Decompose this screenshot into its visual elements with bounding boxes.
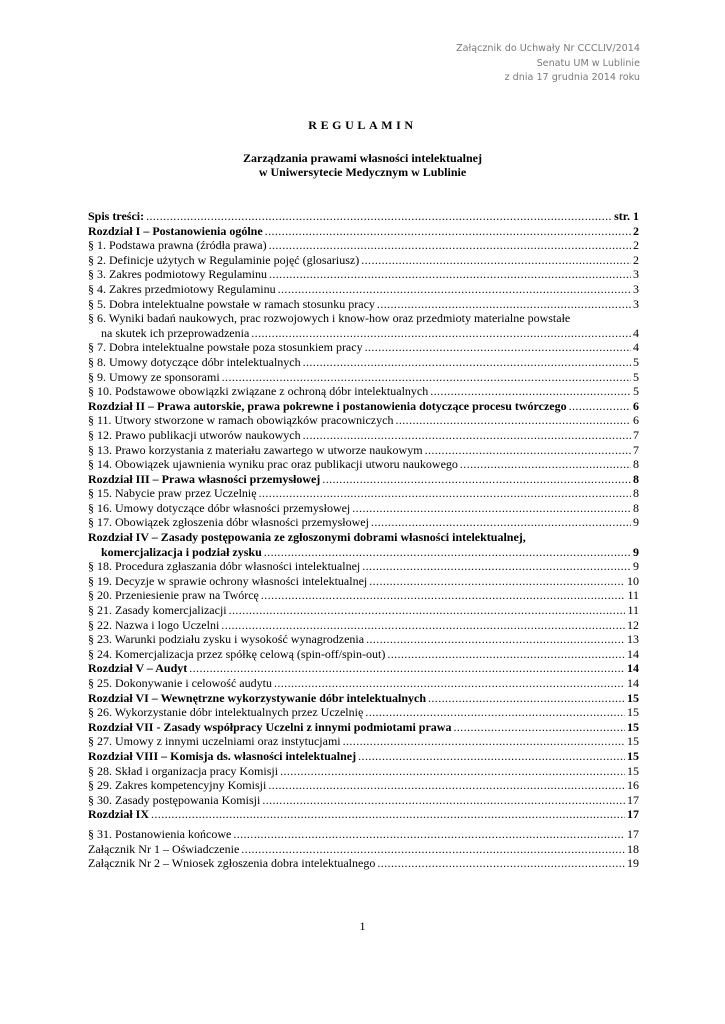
toc-entry-label: Rozdział V – Audyt <box>88 661 188 676</box>
toc-entry[interactable] <box>88 734 639 749</box>
toc-dot-leader <box>377 297 631 312</box>
toc-dot-leader <box>264 545 631 560</box>
toc-entry-continuation: na skutek ich przeprowadzenia <box>101 325 250 340</box>
toc-dot-leader <box>366 632 625 647</box>
toc-page-number: 7 <box>633 442 639 457</box>
toc-entry[interactable] <box>88 647 639 662</box>
toc-entry-label: Załącznik Nr 1 – Oświadczenie <box>88 841 240 856</box>
toc-entry[interactable] <box>88 355 639 370</box>
toc-entry-label: Rozdział III – Prawa własności przemysłowej <box>88 471 321 486</box>
toc-entry-label: § 14. Obowiązek ujawnienia wyniku prac oraz publikacji utworu naukowego <box>88 457 458 472</box>
toc-dot-leader <box>352 501 631 516</box>
toc-entry-label: § 3. Zakres podmiotowy Regulaminu <box>88 267 267 282</box>
toc-entry[interactable] <box>88 705 639 720</box>
toc-entry-label: § 5. Dobra intelektualne powstałe w ramach stosunku pracy <box>88 296 375 311</box>
toc-page-number: 17 <box>627 826 639 841</box>
toc-dot-leader <box>343 734 625 749</box>
toc-entry[interactable] <box>88 340 639 355</box>
toc-page-number: 11 <box>627 603 639 618</box>
toc-dot-leader <box>241 842 625 857</box>
toc-entry-label: § 22. Nazwa i logo Uczelni <box>88 617 220 632</box>
toc-page-number: 3 <box>633 281 639 296</box>
toc-entry-label: Rozdział IX <box>88 807 149 822</box>
toc-entry-label: § 26. Wykorzystanie dóbr intelektualnych przez Uczelnię <box>88 705 364 720</box>
toc-entry-label: § 9. Umowy ze sponsorami <box>88 369 220 384</box>
toc-entry[interactable] <box>88 574 639 589</box>
toc-entry[interactable] <box>88 545 639 560</box>
toc-entry-label: Rozdział IV – Zasady postępowania ze zgłoszonymi dobrami własności intelektualnej, <box>88 530 526 545</box>
toc-dot-leader <box>146 209 612 224</box>
toc-dot-leader <box>221 618 625 633</box>
toc-page-number: 3 <box>633 267 639 282</box>
toc-page-number: 15 <box>627 763 639 778</box>
toc-page-number: 4 <box>633 325 639 340</box>
toc-dot-leader <box>428 691 625 706</box>
toc-entry-label: § 8. Umowy dotyczące dóbr intelektualnych <box>88 354 301 369</box>
toc-page-number: 2 <box>633 252 639 267</box>
toc-entry[interactable] <box>88 778 639 793</box>
toc-page-number: 9 <box>633 515 639 530</box>
toc-page-number: 14 <box>627 676 639 690</box>
toc-page-number: 15 <box>627 719 639 734</box>
toc-entry-label: § 21. Zasady komercjalizacji <box>88 603 227 618</box>
toc-entry-label: § 1. Podstawa prawna (źródła prawa) <box>88 238 267 253</box>
toc-entry[interactable] <box>88 676 639 691</box>
toc-dot-leader <box>229 603 626 618</box>
toc-page-number: 9 <box>633 544 639 559</box>
toc-entry[interactable] <box>88 486 639 501</box>
toc-dot-leader <box>222 370 631 385</box>
toc-entry[interactable] <box>88 588 639 603</box>
toc-entry[interactable] <box>88 618 639 633</box>
toc-page-number: 3 <box>633 296 639 311</box>
table-of-contents <box>88 209 639 871</box>
toc-entry[interactable] <box>88 856 639 871</box>
toc-entry-label: § 13. Prawo korzystania z materiału zawartego w utworze naukowym <box>88 442 423 457</box>
toc-entry[interactable] <box>88 632 639 647</box>
toc-page-number: 18 <box>627 841 639 856</box>
document-title: REGULAMIN <box>308 118 417 132</box>
toc-entry[interactable] <box>88 807 639 822</box>
subtitle-line-1: Zarządzania prawami własności intelektualnej <box>243 151 482 165</box>
toc-entry[interactable] <box>88 326 639 341</box>
toc-entry-label: § 27. Umowy z innymi uczelniami oraz instytucjami <box>88 734 341 749</box>
toc-page-number: 6 <box>633 413 639 428</box>
toc-page-number: 8 <box>633 486 639 501</box>
toc-dot-leader <box>268 778 625 793</box>
toc-page-number: 14 <box>627 661 639 676</box>
toc-dot-leader <box>262 793 625 808</box>
toc-dot-leader <box>189 661 625 676</box>
toc-entry-label: § 24. Komercjalizacja przez spółkę celową (spin-off/spin-out) <box>88 646 386 661</box>
toc-entry[interactable] <box>88 603 639 618</box>
toc-entry-label: Rozdział I – Postanowienia ogólne <box>88 223 263 238</box>
toc-dot-leader <box>151 807 625 822</box>
toc-page-number: 5 <box>633 384 639 399</box>
toc-dot-leader <box>269 267 631 282</box>
toc-entry-label: § 25. Dokonywanie i celowość audytu <box>88 676 272 690</box>
subtitle-line-2: w Uniwersytecie Medycznym w Lublinie <box>258 165 467 179</box>
toc-page-number: 14 <box>627 646 639 661</box>
toc-entry[interactable] <box>88 413 639 428</box>
toc-page-number: 2 <box>633 238 639 253</box>
toc-entry-label: § 16. Umowy dotyczące dóbr własności przemysłowej <box>88 500 351 515</box>
toc-page-number: 15 <box>627 705 639 720</box>
toc-page-number: 16 <box>627 778 639 793</box>
toc-entry-label: § 20. Przeniesienie praw na Twórcę <box>88 588 259 603</box>
toc-dot-leader <box>322 472 631 487</box>
toc-page-number: 8 <box>633 471 639 486</box>
annex-line-2: Senatu UM w Lublinie <box>536 57 640 69</box>
toc-entry[interactable] <box>88 764 639 779</box>
toc-entry[interactable] <box>88 827 639 842</box>
toc-dot-leader <box>387 647 625 662</box>
toc-entry-label: Spis treści: <box>88 209 145 223</box>
toc-entry-label: § 30. Zasady postępowania Komisji <box>88 792 261 807</box>
toc-page-number: 17 <box>627 792 639 807</box>
toc-entry[interactable] <box>88 457 639 472</box>
toc-entry-label: § 29. Zakres kompetencyjny Komisji <box>88 778 267 793</box>
toc-dot-leader <box>278 282 631 297</box>
toc-page-number: 6 <box>633 398 639 413</box>
toc-entry-label: § 18. Procedura zgłaszania dóbr własności intelektualnej <box>88 559 361 574</box>
toc-entry[interactable] <box>88 749 639 764</box>
toc-dot-leader <box>233 827 625 842</box>
toc-entry-label: § 12. Prawo publikacji utworów naukowych <box>88 427 301 442</box>
toc-entry[interactable] <box>88 472 639 487</box>
toc-entry-label: § 4. Zakres przedmiotowy Regulaminu <box>88 281 276 296</box>
toc-entry-label: Rozdział VI – Wewnętrzne wykorzystywanie dóbr intelektualnych <box>88 690 426 705</box>
toc-page-number: 17 <box>627 807 639 822</box>
toc-entry-label: § 2. Definicje użytych w Regulaminie pojęć (glosariusz) <box>88 252 360 267</box>
toc-dot-leader <box>425 443 631 458</box>
toc-dot-leader <box>460 457 631 472</box>
toc-entry-label: § 31. Postanowienia końcowe <box>88 826 232 841</box>
toc-entry[interactable] <box>88 209 639 224</box>
toc-dot-leader <box>251 326 631 341</box>
annex-header <box>340 42 640 86</box>
toc-entry[interactable] <box>88 399 639 414</box>
toc-entry[interactable] <box>88 224 639 239</box>
document-subtitle <box>0 151 725 179</box>
toc-entry[interactable] <box>88 793 639 808</box>
toc-dot-leader <box>358 749 625 764</box>
toc-entry[interactable] <box>88 691 639 706</box>
toc-entry[interactable] <box>88 720 639 735</box>
toc-entry-label: Rozdział II – Prawa autorskie, prawa pokrewne i postanowienia dotyczące procesu twórczego <box>88 398 567 413</box>
annex-line-1: Załącznik do Uchwały Nr CCCLIV/2014 <box>456 43 640 54</box>
toc-page-number: 13 <box>627 632 639 647</box>
toc-dot-leader <box>453 720 625 735</box>
annex-line-3: z dnia 17 grudnia 2014 roku <box>504 72 640 84</box>
toc-page-number: 2 <box>633 223 639 238</box>
toc-entry[interactable] <box>88 842 639 857</box>
toc-entry-label: § 7. Dobra intelektualne powstałe poza stosunkiem pracy <box>88 340 363 355</box>
page-number: 1 <box>359 919 366 933</box>
toc-entry-label: Załącznik Nr 2 – Wniosek zgłoszenia dobra intelektualnego <box>88 856 376 871</box>
toc-entry-label: § 10. Podstawowe obowiązki związane z ochroną dóbr intelektualnych <box>88 384 429 399</box>
toc-dot-leader <box>371 515 631 530</box>
toc-dot-leader <box>303 428 631 443</box>
toc-dot-leader <box>395 413 631 428</box>
toc-page-number: 15 <box>627 690 639 705</box>
toc-dot-leader <box>274 676 625 691</box>
toc-entry-label: Rozdział VIII – Komisja ds. własności intelektualnej <box>88 748 357 763</box>
toc-dot-leader <box>261 588 626 603</box>
toc-dot-leader <box>280 764 625 779</box>
toc-dot-leader <box>361 253 631 268</box>
toc-entry-label: § 6. Wyniki badań naukowych, prac rozwojowych i know-how oraz przedmioty materialne powstałe <box>88 311 571 326</box>
toc-page-number: 7 <box>633 427 639 442</box>
toc-page-number: 4 <box>633 340 639 355</box>
toc-entry[interactable] <box>88 661 639 676</box>
toc-entry-label: § 28. Skład i organizacja pracy Komisji <box>88 763 279 778</box>
toc-page-number: 12 <box>627 617 639 632</box>
toc-entry-label: § 23. Warunki podziału zysku i wysokość wynagrodzenia <box>88 632 365 647</box>
toc-entry[interactable] <box>88 370 639 385</box>
toc-page-number: 15 <box>627 734 639 749</box>
toc-page-number: 11 <box>627 588 639 603</box>
toc-dot-leader <box>369 574 625 589</box>
toc-dot-leader <box>377 856 625 871</box>
toc-page-number: 8 <box>633 457 639 472</box>
toc-entry[interactable] <box>88 297 639 312</box>
toc-dot-leader <box>303 355 631 370</box>
toc-dot-leader <box>569 399 631 414</box>
toc-dot-leader <box>430 384 631 399</box>
toc-entry-label: § 11. Utwory stworzone w ramach obowiązków pracowniczych <box>88 413 394 428</box>
toc-dot-leader <box>269 238 631 253</box>
toc-page-number: 10 <box>627 573 639 588</box>
toc-entry[interactable] <box>88 282 639 297</box>
toc-entry-label: § 15. Nabycie praw przez Uczelnię <box>88 486 257 501</box>
toc-page-number: 19 <box>627 856 639 871</box>
toc-dot-leader <box>265 224 631 239</box>
toc-page-number: 8 <box>633 500 639 515</box>
toc-entry-label: § 17. Obowiązek zgłoszenia dóbr własności przemysłowej <box>88 515 369 530</box>
toc-entry[interactable] <box>88 501 639 516</box>
toc-entry-continuation: komercjalizacja i podział zysku <box>101 544 262 559</box>
toc-entry[interactable] <box>88 384 639 399</box>
toc-entry[interactable] <box>88 443 639 458</box>
toc-entry[interactable] <box>88 515 639 530</box>
toc-page-number: 9 <box>633 559 639 574</box>
toc-entry[interactable] <box>88 559 639 574</box>
toc-entry-label: § 19. Decyzje w sprawie ochrony własności intelektualnej <box>88 573 368 588</box>
toc-page-number: str. 1 <box>614 209 639 223</box>
toc-entry[interactable] <box>88 267 639 282</box>
toc-dot-leader <box>259 486 631 501</box>
toc-page-number: 15 <box>627 748 639 763</box>
toc-entry[interactable] <box>88 238 639 253</box>
toc-dot-leader <box>365 705 625 720</box>
toc-entry-label: Rozdział VII - Zasady współpracy Uczelni z innymi podmiotami prawa <box>88 719 452 734</box>
toc-page-number: 5 <box>633 354 639 369</box>
toc-entry[interactable] <box>88 428 639 443</box>
toc-dot-leader <box>365 340 631 355</box>
toc-dot-leader <box>362 559 631 574</box>
toc-page-number: 5 <box>633 369 639 384</box>
toc-entry[interactable] <box>88 253 639 268</box>
